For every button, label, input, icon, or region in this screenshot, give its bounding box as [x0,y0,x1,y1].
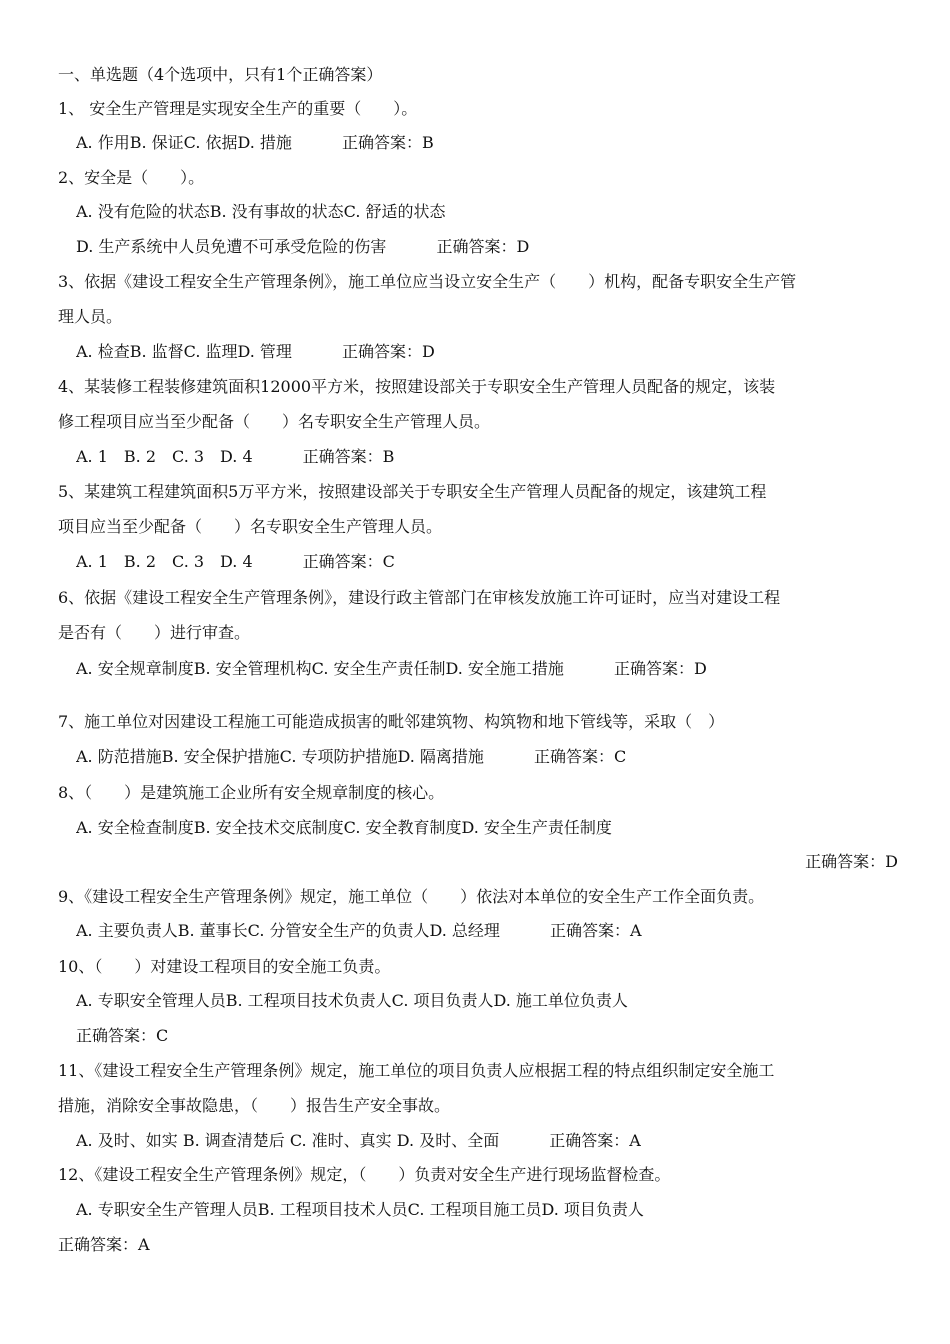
question-5-options [76,545,898,579]
question-9-stem: 9、《建设工程安全生产管理条例》规定，施工单位（ ）依法对本单位的安全生产工作全面负责。 [58,887,765,906]
question-5-answer: 正确答案：C [302,552,395,571]
question-11-stem-line-2: 措施，消除安全事故隐患，（ ）报告生产安全事故。 [58,1096,451,1115]
question-8-answer: 正确答案：D [805,852,898,871]
question-1-options [76,126,898,160]
question-9-answer: 正确答案：A [549,921,642,940]
question-2-options [76,230,898,264]
question-4-stem-line-1: 4、某装修工程装修建筑面积12000平方米，按照建设部关于专职安全生产管理人员配备的规定，该装 [58,377,776,396]
question-9-choices: A. 主要负责人B. 董事长C. 分管安全生产的负责人D. 总经理 [76,921,500,940]
question-10-choices: A. 专职安全管理人员B. 工程项目技术负责人C. 项目负责人D. 施工单位负责人 [76,991,628,1010]
question-8-choices: A. 安全检查制度B. 安全技术交底制度C. 安全教育制度D. 安全生产责任制度 [76,818,612,837]
question-7-choices: A. 防范措施B. 安全保护措施C. 专项防护措施D. 隔离措施 [76,747,484,766]
question-10-answer: 正确答案：C [76,1026,169,1045]
question-2-choices-line-1: A. 没有危险的状态B. 没有事故的状态C. 舒适的状态 [76,202,446,221]
question-3-stem-line-1: 3、依据《建设工程安全生产管理条例》，施工单位应当设立安全生产（ ）机构，配备专职安全生产管 [58,272,797,291]
question-11-answer: 正确答案：A [549,1131,641,1150]
question-5-stem-line-2: 项目应当至少配备（ ）名专职安全生产管理人员。 [58,517,443,536]
question-7-answer: 正确答案：C [533,747,627,766]
question-11-stem-line-1: 11、《建设工程安全生产管理条例》规定，施工单位的项目负责人应根据工程的特点组织制定安全施工 [58,1061,775,1080]
question-6-choices: A. 安全规章制度B. 安全管理机构C. 安全生产责任制D. 安全施工措施 [76,659,564,678]
question-12-stem: 12、《建设工程安全生产管理条例》规定，（ ）负责对安全生产进行现场监督检查。 [58,1165,671,1184]
question-3-answer: 正确答案：D [341,342,435,361]
question-8-stem: 8、（ ）是建筑施工企业所有安全规章制度的核心。 [58,783,445,802]
question-5-choices: A. 1 B. 2 C. 3 D. 4 [76,552,253,571]
question-4-stem-line-2: 修工程项目应当至少配备（ ）名专职安全生产管理人员。 [58,412,491,431]
question-12-choices: A. 专职安全生产管理人员B. 工程项目技术人员C. 工程项目施工员D. 项目负责人 [76,1200,644,1219]
question-6-stem-line-1: 6、依据《建设工程安全生产管理条例》，建设行政主管部门在审核发放施工许可证时，应当对建设工程 [58,588,781,607]
question-10-stem: 10、（ ）对建设工程项目的安全施工负责。 [58,957,391,976]
question-6-options [76,652,898,686]
question-9-options [76,914,898,948]
question-11-choices: A. 及时、如实 B. 调查清楚后 C. 准时、真实 D. 及时、全面 [76,1131,500,1150]
question-4-options [76,440,898,474]
question-7-stem: 7、施工单位对因建设工程施工可能造成损害的毗邻建筑物、构筑物和地下管线等，采取（ ） [58,712,725,731]
question-12-answer: 正确答案：A [58,1235,150,1254]
question-6-answer: 正确答案：D [613,659,707,678]
question-2-stem: 2、安全是（ ）。 [58,168,205,187]
question-1-choices: A. 作用B. 保证C. 依据D. 措施 [76,133,292,152]
question-2-answer: 正确答案：D [436,237,530,256]
question-1-stem: 1、 安全生产管理是实现安全生产的重要（ ）。 [58,99,418,118]
question-7-options [76,740,898,774]
question-1-answer: 正确答案：B [341,133,434,152]
question-6-stem-line-2: 是否有（ ）进行审查。 [58,623,251,642]
question-2-choices-line-2: D. 生产系统中人员免遭不可承受危险的伤害 [76,237,387,256]
question-5-stem-line-1: 5、某建筑工程建筑面积5万平方米，按照建设部关于专职安全生产管理人员配备的规定，该建筑工程 [58,482,767,501]
section-title: 一、单选题（4个选项中，只有1个正确答案） [58,65,383,84]
question-3-stem-line-2: 理人员。 [58,307,123,326]
question-3-options [76,335,898,369]
question-11-options [76,1124,898,1158]
question-4-choices: A. 1 B. 2 C. 3 D. 4 [76,447,253,466]
question-3-choices: A. 检查B. 监督C. 监理D. 管理 [76,342,292,361]
question-4-answer: 正确答案：B [302,447,395,466]
